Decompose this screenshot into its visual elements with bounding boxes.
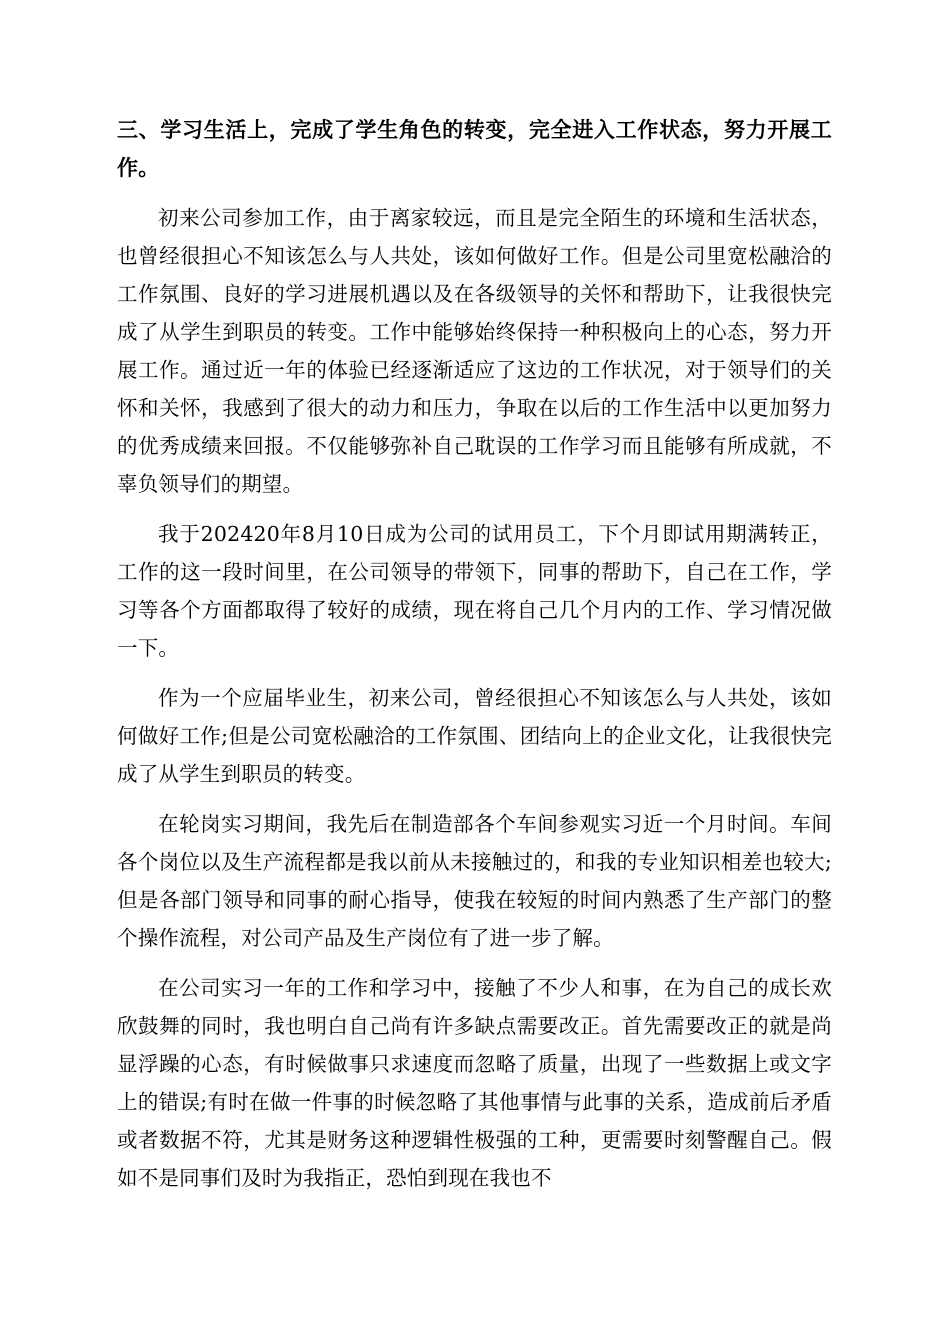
document-page [117,111,832,1209]
paragraph-shortcomings: 在公司实习一年的工作和学习中，接触了不少人和事，在为自己的成长欢欣鼓舞的同时，我也明白自己尚有许多缺点需要改正。首先需要改正的就是尚显浮躁的心态，有时候做事只求速度而忽略了质量，出现了一些数据上或文字上的错误;有时在做一件事的时候忽略了其他事情与此事的关系，造成前后矛盾或者数据不符，尤其是财务这种逻辑性极强的工种，更需要时刻警醒自己。假如不是同事们及时为我指正，恐怕到现在我也不 [117,976,832,1190]
section-heading: 三、学习生活上，完成了学生角色的转变，完全进入工作状态，努力开展工作。 [117,118,832,180]
paragraph-graduate-transition: 作为一个应届毕业生，初来公司，曾经很担心不知该怎么与人共处，该如何做好工作;但是公司宽松融洽的工作氛围、团结向上的企业文化，让我很快完成了从学生到职员的转变。 [117,686,832,786]
paragraph-adapting-to-work: 初来公司参加工作，由于离家较远，而且是完全陌生的环境和生活状态，也曾经很担心不知该怎么与人共处，该如何做好工作。但是公司里宽松融洽的工作氛围、良好的学习进展机遇以及在各级领导的关怀和帮助下，让我很快完成了从学生到职员的转变。工作中能够始终保持一种积极向上的心态，努力开展工作。通过近一年的体验已经逐渐适应了这边的工作状况，对于领导们的关怀和关怀，我感到了很大的动力和压力，争取在以后的工作生活中以更加努力的优秀成绩来回报。不仅能够弥补自己耽误的工作学习而且能够有所成就，不辜负领导们的期望。 [117,206,832,496]
paragraph-probation-summary: 我于202420年8月10日成为公司的试用员工，下个月即试用期满转正，工作的这一段时间里，在公司领导的带领下，同事的帮助下，自己在工作，学习等各个方面都取得了较好的成绩，现在将自己几个月内的工作、学习情况做一下。 [117,522,832,660]
paragraph-rotation-internship: 在轮岗实习期间，我先后在制造部各个车间参观实习近一个月时间。车间各个岗位以及生产流程都是我以前从未接触过的，和我的专业知识相差也较大;但是各部门领导和同事的耐心指导，使我在较短的时间内熟悉了生产部门的整个操作流程，对公司产品及生产岗位有了进一步了解。 [117,812,832,950]
